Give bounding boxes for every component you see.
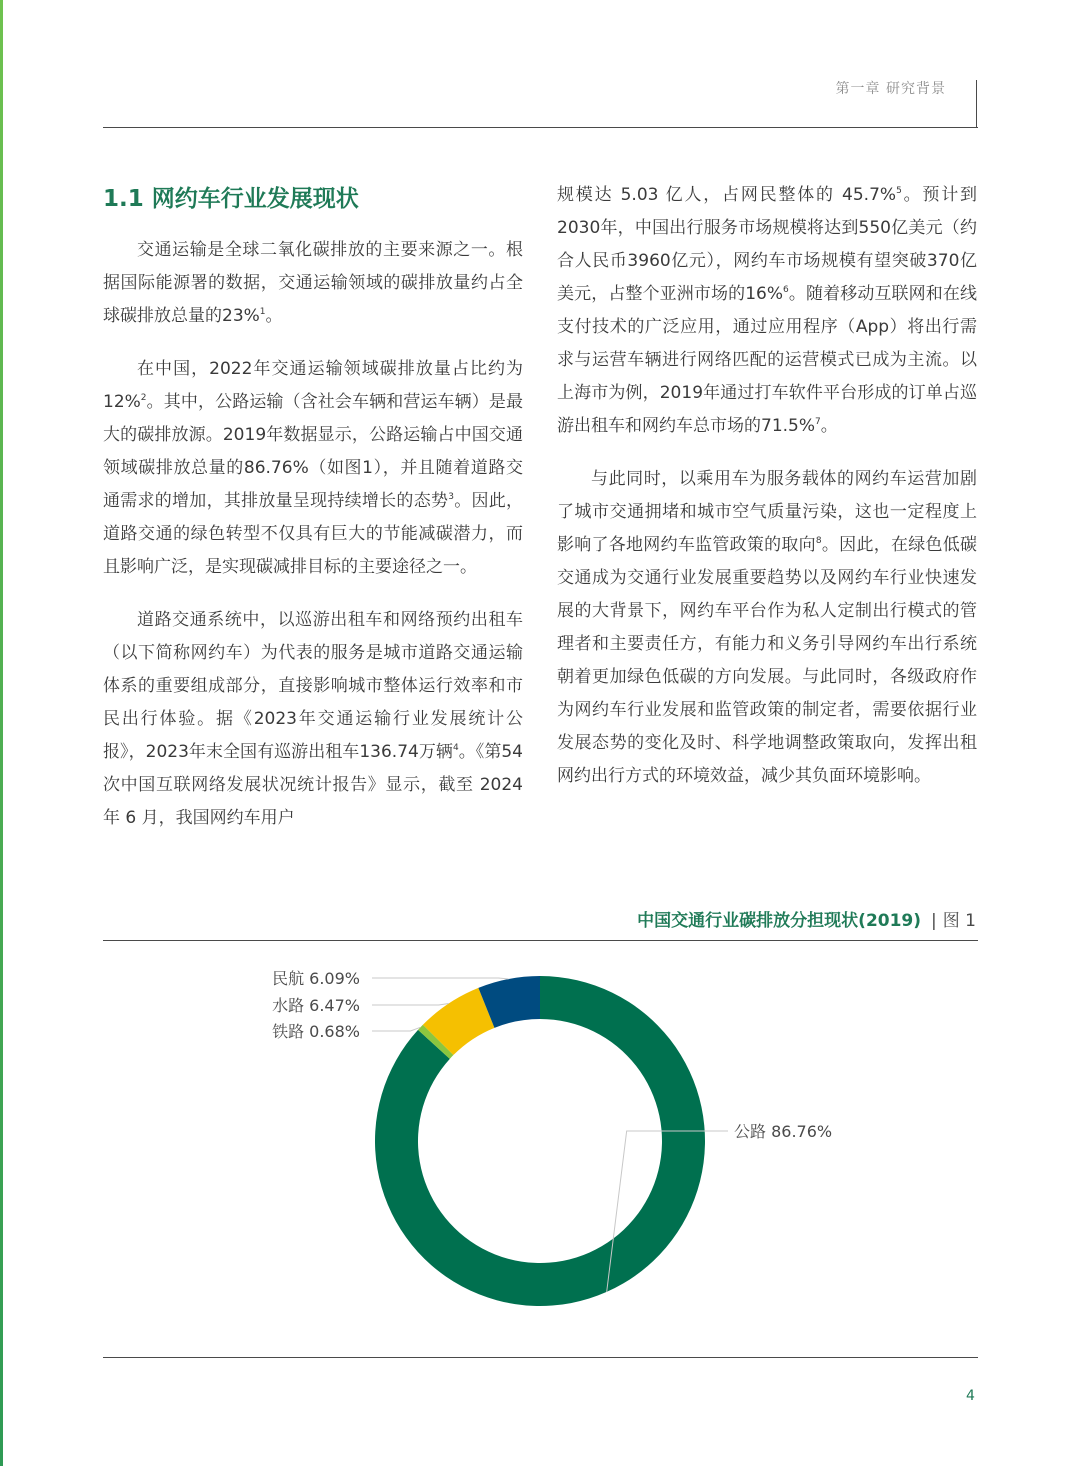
section-title: 1.1 网约车行业发展现状	[103, 186, 359, 212]
footnote-ref: 4	[452, 743, 459, 753]
footnote-ref: 3	[448, 492, 454, 502]
figure-title: 中国交通行业碳排放分担现状(2019)	[637, 911, 922, 931]
footnote-ref: 6	[783, 285, 789, 295]
paragraph: 规模达 5.03 亿人，占网民整体的 45.7%$^5$。预计到2030年，中国出行服务市场规模将达到550亿美元（约合人民币3960亿元），网约车市场规模有望突破370亿美元，占整个亚洲市场的16%$^6$。随着移动互联网和在线支付技术的广泛应用，通过应用程序（App）将出行需求与运营车辆进行网络匹配的运营模式已成为主流。以上海市为例，2019年通过打车软件平台形成的订单占巡游出租车和网约车总市场的71.5%$^7$。	[557, 185, 977, 436]
paragraph: 交通运输是全球二氧化碳排放的主要来源之一。根据国际能源署的数据，交通运输领域的碳排放量约占全球碳排放总量的23%$^1$。	[103, 240, 523, 326]
paragraph: 与此同时，以乘用车为服务载体的网约车运营加剧了城市交通拥堵和城市空气质量污染，这也一定程度上影响了各地网约车监管政策的取向$^8$。因此，在绿色低碳交通成为交通行业发展重要趋势以及网约车行业快速发展的大背景下，网约车平台作为私人定制出行模式的管理者和主要责任方，有能力和义务引导网约车出行系统朝着更加绿色低碳的方向发展。与此同时，各级政府作为网约车行业发展和监管政策的制定者，需要依据行业发展态势的变化及时、科学地调整政策取向，发挥出租网约出行方式的环境效益，减少其负面环境影响。	[557, 469, 978, 786]
page-number: 4	[966, 1388, 975, 1404]
leader-line-minhang	[372, 978, 509, 979]
footnote-ref: 2	[140, 393, 147, 403]
footnote-ref: 8	[815, 536, 822, 546]
donut-chart	[0, 940, 1080, 1357]
data-label-gonglu: 公路 86.76%	[734, 1122, 833, 1141]
footnote-ref: 5	[896, 186, 902, 196]
paragraph: 在中国，2022年交通运输领域碳排放量占比约为12%$^2$。其中，公路运输（含社会车辆和营运车辆）是最大的碳排放源。2019年数据显示，公路运输占中国交通领域碳排放总量的86.76%（如图1），并且随着道路交通需求的增加，其排放量呈现持续增长的态势$^3$。因此，道路交通的绿色转型不仅具有巨大的节能减碳潜力，而且影响广泛，是实现碳减排目标的主要途径之一。	[103, 359, 524, 577]
header-vertical-rule	[976, 80, 977, 128]
data-label-tielu: 铁路 0.68%	[272, 1022, 360, 1041]
figure-number: 图 1	[942, 911, 976, 931]
leader-line-tielu	[372, 1027, 420, 1031]
figure-separator: |	[931, 911, 937, 931]
leader-line-shuilu	[372, 1004, 449, 1005]
figure-bottom-rule	[103, 1357, 978, 1358]
data-label-minhang: 民航 6.09%	[272, 969, 360, 988]
footnote-ref: 1	[259, 307, 266, 317]
data-label-shuilu: 水路 6.47%	[272, 996, 360, 1015]
left-column	[103, 234, 523, 855]
header-rule	[103, 127, 978, 128]
right-column	[557, 179, 977, 813]
paragraph: 道路交通系统中，以巡游出租车和网络预约出租车（以下简称网约车）为代表的服务是城市道路交通运输体系的重要组成部分，直接影响城市整体运行效率和市民出行体验。据《2023年交通运输行业发展统计公报》，2023年末全国有巡游出租车136.74万辆$^4$。《第54次中国互联网络发展状况统计报告》显示，截至 2024 年 6 月，我国网约车用户	[103, 610, 524, 828]
chapter-header: 第一章 研究背景	[835, 81, 946, 97]
figure-caption	[637, 906, 976, 931]
footnote-ref: 7	[815, 417, 821, 427]
